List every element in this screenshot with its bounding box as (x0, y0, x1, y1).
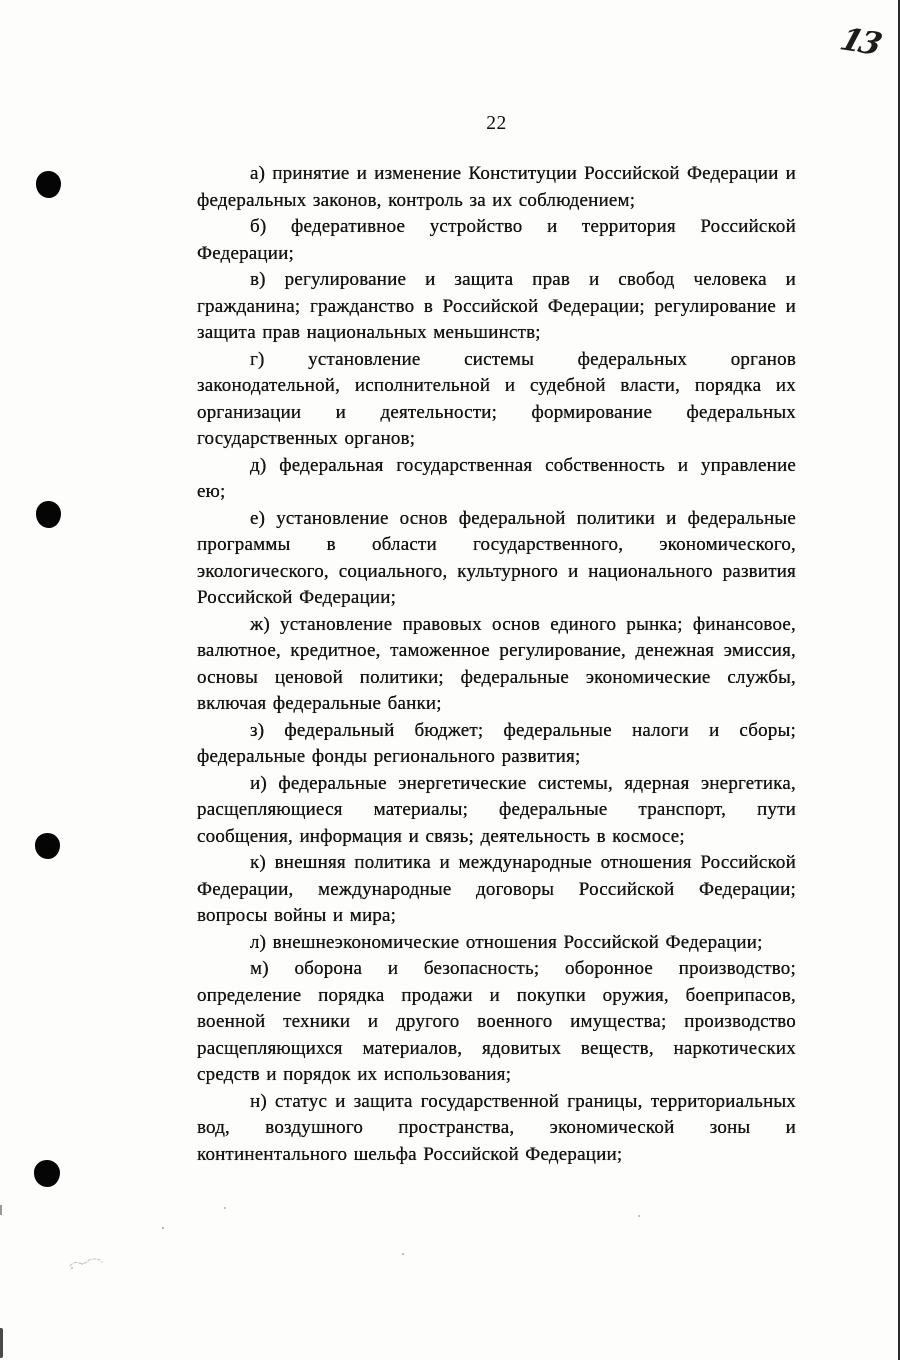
paragraph-item-i: и) федеральные энергетические системы, ядерная энергетика, расщепляющиеся материалы; федеральные транспорт, пути сообщения, информация и связь; деятельность в космосе; (197, 772, 796, 847)
paragraph-item-m: м) оборона и безопасность; оборонное производство; определение порядка продажи и покупки оружия, боеприпасов, военной техники и другого военного имущества; производство расщепляющихся материалов, ядовитых веществ, наркотических средств и порядок их использования; (197, 958, 796, 1085)
paragraph-item-n: н) статус и защита государственной границы, территориальных вод, воздушного пространства, экономической зоны и континентального шельфа Российской Федерации; (197, 1090, 796, 1165)
punch-hole-mark (35, 833, 60, 859)
paragraph-item-k: к) внешняя политика и международные отношения Российской Федерации, международные договоры Российской Федерации; вопросы войны и мира; (197, 852, 796, 926)
paragraph-item-zh: ж) установление правовых основ единого рынка; финансовое, валютное, кредитное, таможенное регулирование, денежная эмиссия, основы ценовой политики; федеральные экономические службы, включая федеральные банки; (197, 613, 796, 714)
paragraph-item-g: г) установление системы федеральных органов законодательной, исполнительной и судебной власти, порядка их организации и деятельности; формирование федеральных государственных органов; (197, 348, 796, 449)
paragraph-item-a: а) принятие и изменение Конституции Российской Федерации и федеральных законов, контроль за их соблюдением; (197, 163, 796, 211)
paragraph-item-v: в) регулирование и защита прав и свобод человека и гражданина; гражданство в Российской Федерации; регулирование и защита прав национальных меньшинств; (197, 269, 796, 343)
paragraph-item-l: л) внешнеэкономические отношения Российской Федерации; (250, 931, 763, 953)
document-body (197, 161, 796, 1168)
handwritten-page-mark: 13 (835, 21, 884, 63)
paragraph-item-e: е) установление основ федеральной политики и федеральные программы в области государственного, экономического, экологического, социального, культурного и национального развития Российской Федерации; (197, 507, 796, 608)
pencil-scribble (68, 1252, 116, 1274)
paragraph-item-b: б) федеративное устройство и территория Российской Федерации; (197, 216, 796, 264)
paragraph-item-d: д) федеральная государственная собственность и управление ею; (197, 454, 796, 502)
paragraph-item-z: з) федеральный бюджет; федеральные налоги и сборы; федеральные фонды регионального развития; (197, 719, 796, 767)
scan-noise-specks (162, 1227, 164, 1229)
punch-hole-mark (36, 501, 61, 528)
punch-hole-mark (34, 1160, 60, 1187)
page-number: 22 (486, 113, 507, 134)
punch-hole-mark (36, 171, 61, 198)
scan-edge-smudge (0, 1328, 3, 1358)
scan-edge-smudge (0, 1205, 2, 1215)
